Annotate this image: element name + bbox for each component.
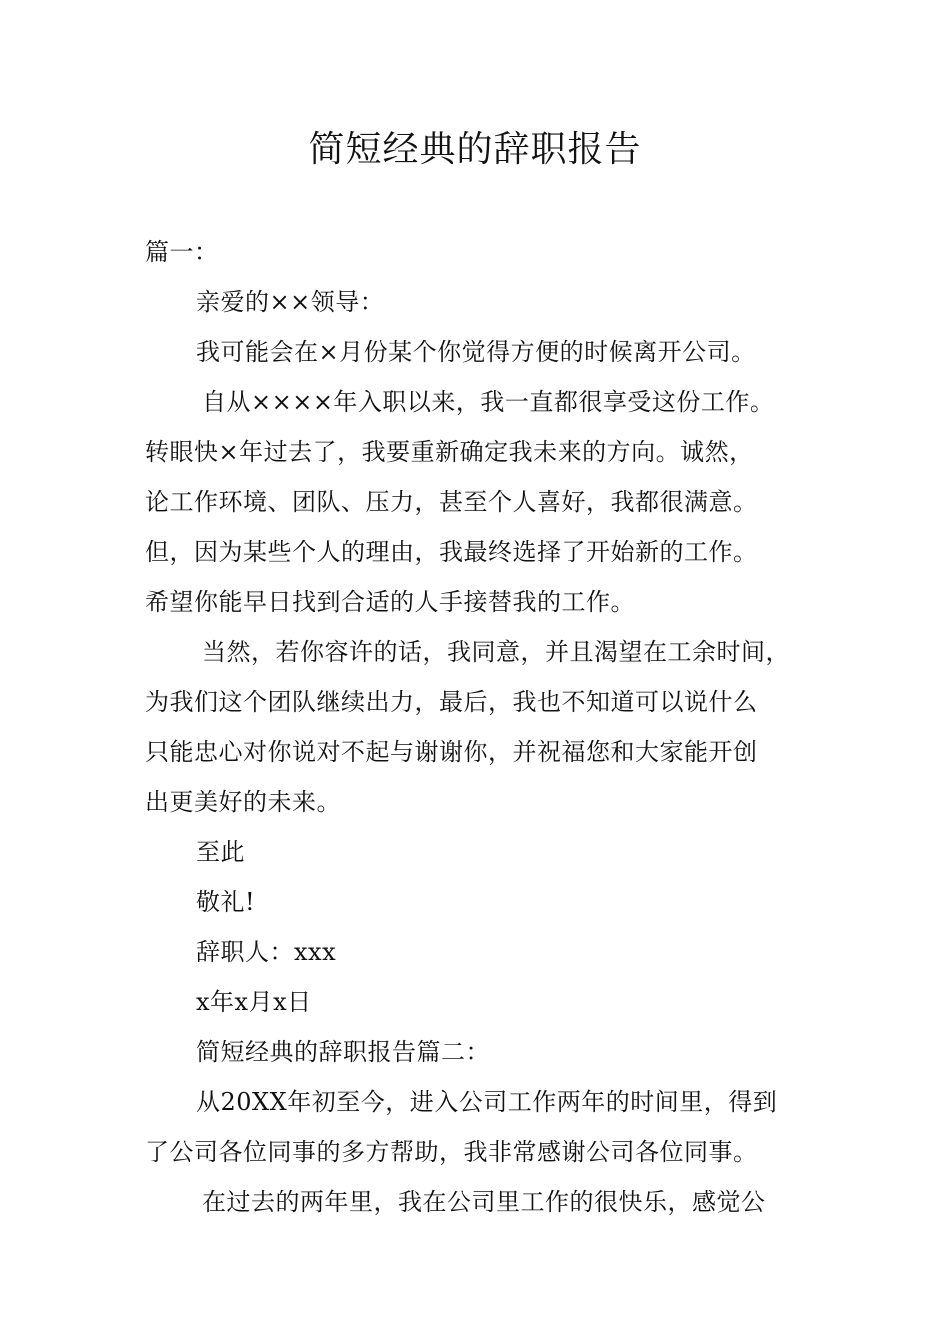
paragraph-line: 当然，若你容许的话，我同意，并且渴望在工余时间， — [202, 638, 790, 666]
paragraph-line: 我可能会在×月份某个你觉得方便的时候离开公司。 — [196, 338, 756, 366]
paragraph-line: 了公司各位同事的多方帮助，我非常感谢公司各位同事。 — [145, 1138, 758, 1166]
paragraph-line: 论工作环境、团队、压力，甚至个人喜好，我都很满意。 — [145, 488, 758, 516]
document-title: 简短经典的辞职报告 — [308, 129, 642, 170]
paragraph-line: 从20XX年初至今，进入公司工作两年的时间里，得到 — [196, 1088, 778, 1116]
date-line: x年x月x日 — [196, 988, 312, 1016]
paragraph-line: 只能忠心对你说对不起与谢谢你，并祝福您和大家能开创 — [145, 738, 758, 766]
paragraph-line: 转眼快×年过去了，我要重新确定我未来的方向。诚然， — [145, 438, 754, 466]
section-heading: 篇一： — [145, 238, 219, 266]
signature-line: 辞职人：xxx — [196, 938, 337, 966]
salutation: 亲爱的××领导： — [196, 288, 385, 316]
paragraph-line: 在过去的两年里，我在公司里工作的很快乐，感觉公 — [202, 1188, 766, 1216]
paragraph-line: 希望你能早日找到合适的人手接替我的工作。 — [145, 588, 635, 616]
closing-regards: 敬礼! — [196, 888, 256, 916]
paragraph-line: 但，因为某些个人的理由，我最终选择了开始新的工作。 — [145, 538, 758, 566]
paragraph-line: 为我们这个团队继续出力，最后，我也不知道可以说什么 — [145, 688, 758, 716]
document-body — [145, 227, 835, 1227]
closing-line: 至此 — [196, 838, 245, 866]
paragraph-line: 出更美好的未来。 — [145, 788, 341, 816]
paragraph-line: 自从××××年入职以来，我一直都很享受这份工作。 — [202, 388, 775, 416]
section-heading: 简短经典的辞职报告篇二： — [196, 1038, 490, 1066]
